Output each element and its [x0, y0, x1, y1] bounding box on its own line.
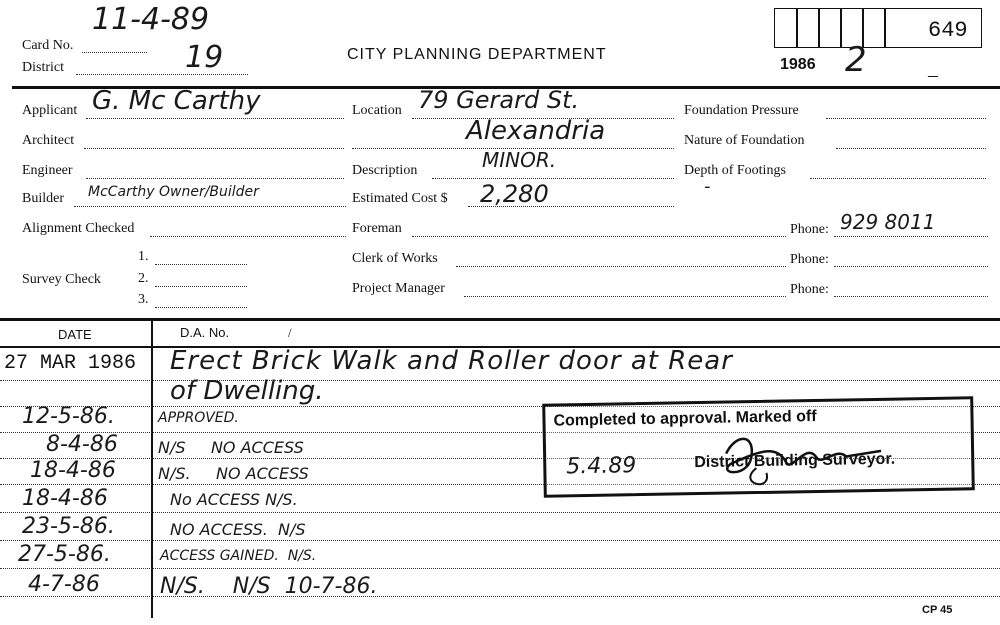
alignment-line [150, 236, 346, 237]
foreman-line [412, 236, 786, 237]
district-label: District [22, 60, 64, 75]
cost-label: Estimated Cost $ [352, 191, 448, 206]
date-column-divider [151, 318, 153, 618]
description-value: MINOR. [482, 148, 557, 172]
stamp-line-1: Completed to approval. Marked off [553, 407, 817, 430]
department-title: CITY PLANNING DEPARTMENT [347, 46, 607, 63]
phone-label-1: Phone: [790, 222, 829, 237]
log-row-3-entry: APPROVED. [158, 410, 239, 426]
phone-label-3: Phone: [790, 282, 829, 297]
approval-stamp [542, 396, 975, 498]
log-row-1-date: 27 MAR 1986 [4, 352, 137, 375]
pm-line [464, 296, 786, 297]
handwritten-date: 11-4-89 [92, 2, 210, 37]
log-row-8-entry: ACCESS GAINED. N/S. [160, 548, 317, 564]
description-label: Description [352, 163, 418, 178]
phone-line-3 [834, 296, 988, 297]
card-number: 649 [928, 18, 968, 43]
engineer-label: Engineer [22, 163, 73, 178]
year: 1986 [780, 56, 816, 73]
stamp-date: 5.4.89 [566, 453, 637, 480]
log-row-4-date: 8-4-86 [46, 432, 118, 457]
applicant-label: Applicant [22, 103, 78, 118]
form-code: CP 45 [922, 604, 953, 616]
clerk-line [456, 266, 786, 267]
card-no-label: Card No. [22, 38, 74, 53]
log-row-3-date: 12-5-86. [22, 404, 115, 429]
builder-label: Builder [22, 191, 64, 206]
da-value: / [288, 325, 292, 340]
district-value: 19 [185, 40, 224, 75]
architect-line [84, 148, 344, 149]
phone-value: 929 8011 [840, 210, 936, 234]
card-no-line [82, 52, 147, 53]
stamp-line-2: District Building Surveyor. [694, 450, 896, 472]
depth-label: Depth of Footings [684, 163, 786, 178]
engineer-line [86, 178, 344, 179]
log-row-5-date: 18-4-86 [30, 458, 116, 483]
depth-value: - [704, 176, 711, 197]
phone-label-2: Phone: [790, 252, 829, 267]
depth-line [810, 178, 986, 179]
survey-3: 3. [138, 292, 149, 307]
survey-3-line [155, 307, 247, 308]
architect-label: Architect [22, 133, 75, 148]
survey-2-line [155, 286, 247, 287]
location-value-2: Alexandria [466, 116, 606, 146]
log-row-2-entry: of Dwelling. [170, 376, 324, 406]
log-row-6-entry: No ACCESS N/S. [170, 490, 298, 509]
log-row-9-date: 4-7-86 [28, 572, 100, 597]
phone-line-1 [834, 236, 988, 237]
log-row-5-entry: N/S. NO ACCESS [158, 464, 309, 483]
location-label: Location [352, 103, 402, 118]
log-row-4-entry: N/S NO ACCESS [158, 438, 304, 457]
survey-1-line [155, 264, 247, 265]
year-suffix: 2 [845, 40, 867, 80]
pm-label: Project Manager [352, 281, 445, 296]
nature-label: Nature of Foundation [684, 133, 805, 148]
da-header: D.A. No. [180, 325, 230, 340]
log-row-8-date: 27-5-86. [18, 542, 111, 567]
survey-2: 2. [138, 271, 149, 286]
log-row-7-entry: NO ACCESS. N/S [170, 520, 306, 539]
description-line [432, 178, 674, 179]
foreman-label: Foreman [352, 221, 402, 236]
location-value: 79 Gerard St. [418, 86, 580, 114]
date-header: DATE [58, 327, 92, 342]
nature-line [836, 148, 986, 149]
applicant-value: G. Mc Carthy [92, 86, 261, 116]
applicant-line [86, 118, 344, 119]
log-row-1-entry: Erect Brick Walk and Roller door at Rear [170, 346, 733, 376]
alignment-label: Alignment Checked [22, 221, 135, 236]
builder-line [74, 206, 346, 207]
log-top-rule [0, 318, 1000, 321]
phone-line-2 [834, 266, 988, 267]
cost-value: 2,280 [480, 180, 549, 208]
clerk-label: Clerk of Works [352, 251, 438, 266]
signature-icon [696, 421, 897, 494]
foundation-pressure-label: Foundation Pressure [684, 103, 799, 118]
survey-1: 1. [138, 249, 149, 264]
survey-label: Survey Check [22, 272, 101, 287]
log-row-6-date: 18-4-86 [22, 486, 108, 511]
log-row-9-entry: N/S. N/S 10-7-86. [160, 574, 378, 599]
foundation-pressure-line [826, 118, 986, 119]
log-row-7-date: 23-5-86. [22, 514, 115, 539]
dash-mark: – [928, 64, 938, 86]
builder-value: McCarthy Owner/Builder [88, 184, 259, 200]
